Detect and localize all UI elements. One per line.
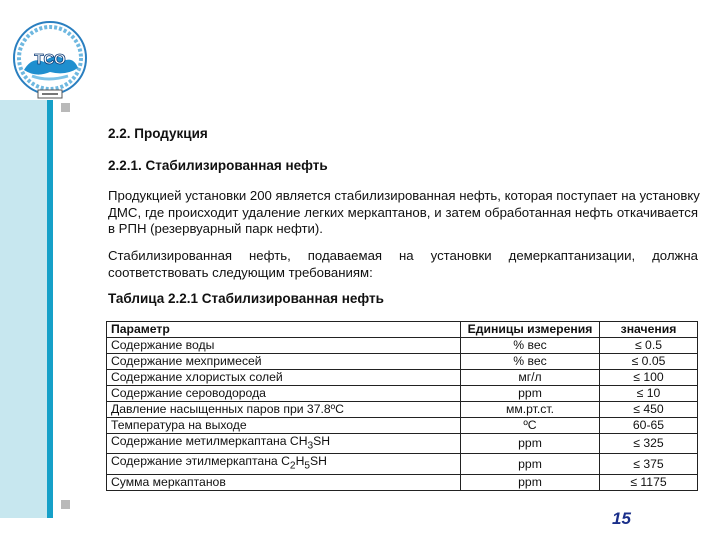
cell-value: ≤ 375	[600, 454, 698, 474]
table-header-row	[107, 322, 698, 338]
cell-value: ≤ 325	[600, 434, 698, 454]
table-row	[107, 370, 698, 386]
cell-unit: ppm	[461, 474, 600, 490]
cell-unit: % вес	[461, 338, 600, 354]
cell-parameter: Содержание хлористых солей	[107, 370, 461, 386]
cell-parameter: Сумма меркаптанов	[107, 474, 461, 490]
subscript: 3	[307, 440, 314, 452]
table-caption: Таблица 2.2.1 Стабилизированная нефть	[108, 291, 384, 306]
table-row	[107, 402, 698, 418]
cell-value: ≤ 450	[600, 402, 698, 418]
table-row	[107, 338, 698, 354]
cell-unit: ppm	[461, 386, 600, 402]
cell-value: ≤ 1175	[600, 474, 698, 490]
cell-parameter	[107, 454, 461, 474]
cell-value: ≤ 10	[600, 386, 698, 402]
table-row	[107, 434, 698, 454]
svg-text:ТСО: ТСО	[34, 51, 66, 68]
cell-unit: ºC	[461, 418, 600, 434]
cell-parameter: Температура на выходе	[107, 418, 461, 434]
paragraph-line: соответствовать следующим требованиям:	[108, 264, 373, 280]
cell-parameter-text: Содержание метилмеркаптана CH	[111, 434, 308, 448]
cell-parameter: Содержание сероводорода	[107, 386, 461, 402]
table-row	[107, 354, 698, 370]
page-number: 15	[612, 509, 631, 528]
cell-parameter-text: SH	[313, 434, 331, 448]
paragraph-line: Стабилизированная нефть, подаваемая на установки демеркаптанизации, должна	[108, 248, 698, 263]
table-row	[107, 418, 698, 434]
paragraph-line: в РПН (резервуарный парк нефти).	[108, 221, 323, 237]
cell-unit: ppm	[461, 454, 600, 474]
paragraph-requirements	[108, 248, 698, 281]
cell-value: ≤ 100	[600, 370, 698, 386]
cell-parameter: Давление насыщенных паров при 37.8ºC	[107, 402, 461, 418]
cell-parameter-text: Содержание этилмеркаптана C	[111, 454, 290, 469]
company-logo	[8, 20, 92, 100]
table-row	[107, 474, 698, 490]
cell-parameter: Содержание мехпримесей	[107, 354, 461, 370]
header-parameter: Параметр	[107, 322, 461, 338]
cell-unit: % вес	[461, 354, 600, 370]
cell-value: ≤ 0.5	[600, 338, 698, 354]
corner-marker-top	[61, 103, 70, 112]
cell-parameter-text: SH	[310, 454, 327, 469]
left-accent-strip	[0, 100, 47, 518]
paragraph-line: ДМС, где происходит удаление легких меркаптанов, и затем обработанная нефть откачивается	[108, 204, 698, 220]
header-values: значения	[600, 322, 698, 338]
cell-value: ≤ 0.05	[600, 354, 698, 370]
paragraph-description	[108, 188, 698, 238]
left-accent-bar	[47, 100, 53, 518]
table-row	[107, 454, 698, 474]
cell-parameter	[107, 434, 461, 454]
cell-unit: мм.рт.ст.	[461, 402, 600, 418]
paragraph-line: Продукцией установки 200 является стабилизированная нефть, которая поступает на установку	[108, 188, 700, 203]
corner-marker-bottom	[61, 500, 70, 509]
header-units: Единицы измерения	[461, 322, 600, 338]
cell-parameter-text: H	[295, 454, 305, 469]
table-row	[107, 386, 698, 402]
subscript: 5	[304, 460, 311, 472]
cell-unit: мг/л	[461, 370, 600, 386]
cell-unit: ppm	[461, 434, 600, 454]
subscript: 2	[289, 460, 296, 472]
cell-parameter: Содержание воды	[107, 338, 461, 354]
subsection-heading: 2.2.1. Стабилизированная нефть	[108, 158, 328, 173]
section-heading: 2.2. Продукция	[108, 126, 208, 141]
cell-value: 60-65	[600, 418, 698, 434]
specification-table	[106, 321, 698, 491]
